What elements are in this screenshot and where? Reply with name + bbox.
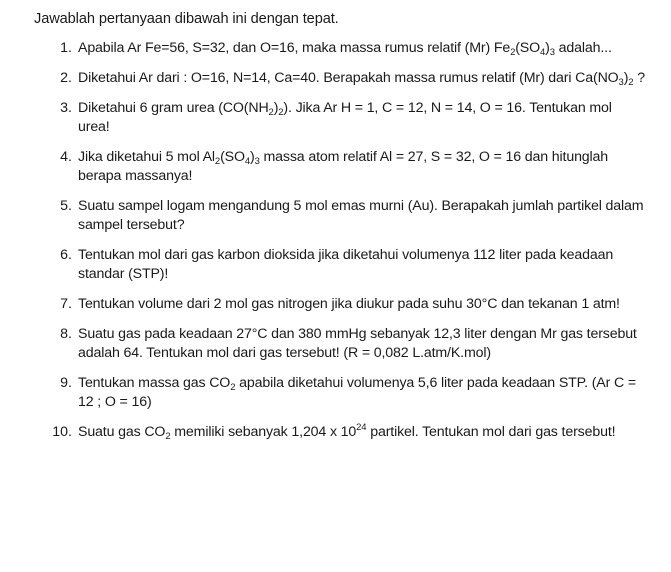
question-item [34, 423, 646, 442]
question-number: 9. [60, 375, 72, 391]
question-text: Jika diketahui 5 mol $Al_2(SO_4)_3$ massa atom relatif Al = 27, S = 32, O = 16 dan hitunglah berapa massanya! [78, 149, 609, 184]
question-number: 3. [60, 100, 72, 116]
question-number: 2. [60, 70, 72, 86]
question-list [34, 39, 646, 453]
question-number: 4. [60, 149, 72, 165]
question-item [34, 325, 646, 363]
question-item [34, 246, 646, 284]
question-item [34, 374, 646, 412]
question-item [34, 295, 646, 314]
question-item [34, 99, 646, 137]
question-item [34, 69, 646, 88]
question-number: 6. [60, 247, 72, 263]
question-text: Diketahui 6 gram urea $(CO(NH_2)_2)$. Jika Ar H = 1, C = 12, N = 14, O = 16. Tentukan mol urea! [78, 100, 612, 135]
question-text: Diketahui Ar dari : O=16, N=14, Ca=40. Berapakah massa rumus relatif (Mr) dari $Ca(NO_3)_2$ ? [78, 70, 645, 88]
question-text: Tentukan volume dari 2 mol gas nitrogen jika diukur pada suhu 30°C dan tekanan 1 atm! [78, 296, 620, 312]
question-item [34, 39, 646, 58]
question-number: 1. [60, 40, 72, 56]
question-text: Suatu sampel logam mengandung 5 mol emas murni (Au). Berapakah jumlah partikel dalam sampel tersebut? [78, 198, 644, 233]
question-text: Apabila Ar Fe=56, S=32, dan O=16, maka massa rumus relatif (Mr) $Fe_2(SO_4)_3$ adalah... [78, 40, 612, 58]
question-item [34, 197, 646, 235]
question-text: Suatu gas $CO_2$ memiliki sebanyak 1,204 x $10^{24}$ partikel. Tentukan mol dari gas tersebut! [78, 422, 616, 442]
page-title: Jawablah pertanyaan dibawah ini dengan tepat. [34, 11, 339, 27]
question-text: Tentukan mol dari gas karbon dioksida jika diketahui volumenya 112 liter pada keadaan standar (STP)! [78, 247, 614, 282]
question-text: Tentukan massa gas $CO_2$ apabila diketahui volumenya 5,6 liter pada keadaan STP. (Ar C = 12 ; O = 16) [78, 375, 636, 410]
question-text: Suatu gas pada keadaan 27°C dan 380 mmHg sebanyak 12,3 liter dengan Mr gas tersebut adalah 64. Tentukan mol dari gas tersebut! (R = 0,082 L.atm/K.mol) [78, 326, 637, 361]
question-number: 10. [52, 424, 72, 440]
question-item [34, 148, 646, 186]
question-number: 5. [60, 198, 72, 214]
question-number: 8. [60, 326, 72, 342]
question-number: 7. [60, 296, 72, 312]
